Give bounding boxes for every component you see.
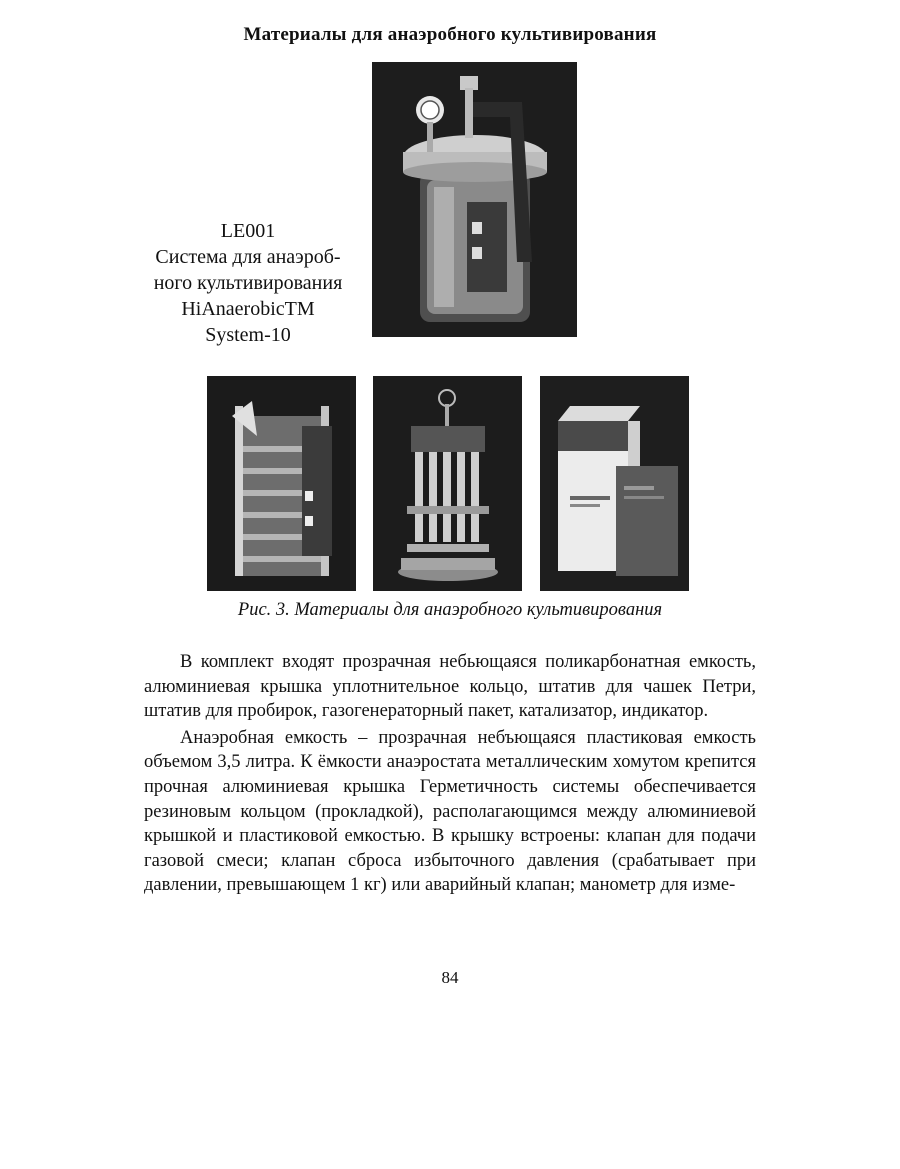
gas-pack-box-photo <box>540 376 689 591</box>
test-tube-rack-photo <box>373 376 522 591</box>
product-label <box>130 218 366 348</box>
petri-dish-rack-photo <box>207 376 356 591</box>
anaerobic-jar-photo <box>372 62 577 337</box>
figure-caption: Рис. 3. Материалы для анаэробного культивирования <box>237 600 663 620</box>
body-text <box>144 650 756 898</box>
paragraph: Анаэробная емкость – прозрачная небъющаяся пластиковая емкость объемом 3,5 литра. К ёмкости анаэростата металлическим хомутом крепится прочная алюминиевая крышка Герметичность системы обеспечивается резиновым кольцом (прокладкой), располагающимся между алюминиевой крышкой и пластиковой емкостью. В крышку встроены: клапан для подачи газовой смеси; клапан сброса избыточного давления (срабатывает при давлении, превышающем 1 кг) или аварийный клапан; манометр для изме- <box>144 727 756 896</box>
product-name-line-4: System-10 <box>205 324 291 346</box>
page-heading: Материалы для анаэробного культивирования <box>243 24 657 45</box>
product-name-line-3: HiAnaerobicTM <box>181 298 315 320</box>
page-number: 84 <box>441 968 459 987</box>
paragraph: В комплект входят прозрачная небьющаяся поликарбонатная емкость, алюминиевая крышка уплотнительное кольцо, штатив для чашек Петри, штатив для пробирок, газогенераторный пакет, катализатор, индикатор. <box>144 652 756 722</box>
product-name-line-2: ного культивирования <box>153 272 343 294</box>
product-code: LE001 <box>220 220 276 242</box>
product-name-line-1: Система для анаэроб- <box>155 246 341 268</box>
